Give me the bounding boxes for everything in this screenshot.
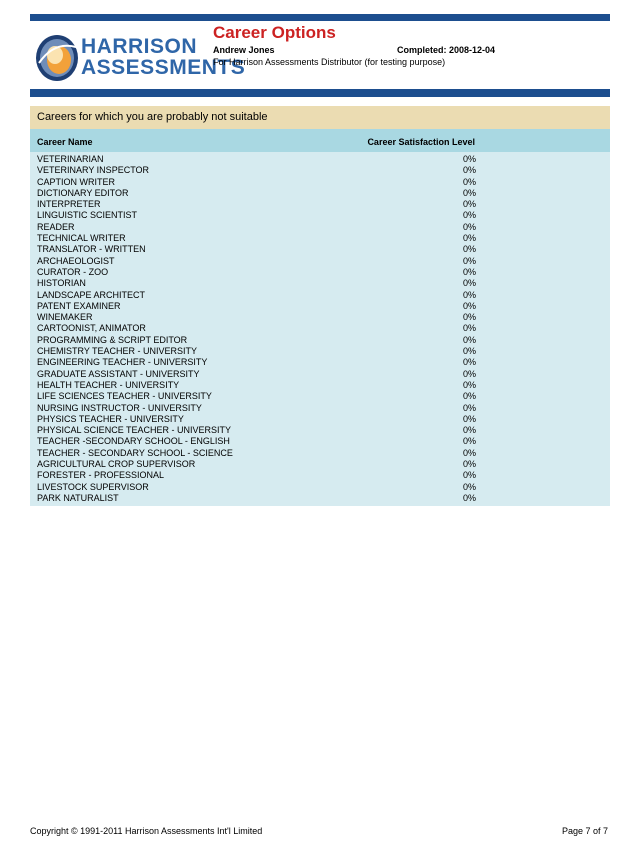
satisfaction-level: 0% — [462, 300, 476, 311]
column-header-career-name: Career Name — [37, 137, 93, 147]
top-rule — [30, 14, 610, 21]
career-name: PATENT EXAMINER — [37, 300, 121, 311]
logo-line1: HARRISON — [81, 35, 198, 58]
table-row — [30, 414, 610, 425]
satisfaction-level: 0% — [462, 459, 476, 470]
career-name: CAPTION WRITER — [37, 176, 115, 187]
table-row — [30, 323, 610, 334]
satisfaction-level: 0% — [462, 278, 476, 289]
table-row — [30, 267, 610, 278]
page-number: Page 7 of 7 — [561, 826, 608, 836]
career-name: AGRICULTURAL CROP SUPERVISOR — [37, 459, 196, 470]
satisfaction-level: 0% — [462, 244, 476, 255]
satisfaction-level: 0% — [462, 402, 476, 413]
career-name: CURATOR - ZOO — [37, 266, 109, 277]
table-row — [30, 380, 610, 391]
satisfaction-level: 0% — [462, 492, 476, 503]
satisfaction-level: 0% — [462, 425, 476, 436]
satisfaction-level: 0% — [462, 199, 476, 210]
satisfaction-level: 0% — [462, 233, 476, 244]
satisfaction-level: 0% — [462, 481, 476, 492]
table-row — [30, 290, 610, 301]
table-row — [30, 482, 610, 493]
career-name: HEALTH TEACHER - UNIVERSITY — [37, 379, 180, 390]
career-name: LIFE SCIENCES TEACHER - UNIVERSITY — [37, 391, 212, 402]
career-name: TECHNICAL WRITER — [37, 233, 126, 244]
career-name: PHYSICAL SCIENCE TEACHER - UNIVERSITY — [37, 425, 232, 436]
table-row — [30, 425, 610, 436]
distributor-note: For Harrison Assessments Distributor (for testing purpose) — [213, 57, 446, 67]
careers-table — [30, 152, 610, 506]
career-name: CHEMISTRY TEACHER - UNIVERSITY — [37, 346, 198, 357]
table-row — [30, 448, 610, 459]
career-name: TRANSLATOR - WRITTEN — [37, 244, 146, 255]
career-name: FORESTER - PROFESSIONAL — [37, 470, 165, 481]
table-row — [30, 346, 610, 357]
career-name: READER — [37, 221, 75, 232]
career-name: PROGRAMMING & SCRIPT EDITOR — [37, 334, 188, 345]
career-name: VETERINARIAN — [37, 154, 104, 164]
table-row — [30, 369, 610, 380]
table-row — [30, 154, 610, 165]
completed-date: Completed: 2008-12-04 — [397, 45, 496, 55]
career-name: CARTOONIST, ANIMATOR — [37, 323, 146, 334]
table-row — [30, 165, 610, 176]
career-name: LINGUISTIC SCIENTIST — [37, 210, 138, 221]
table-row — [30, 233, 610, 244]
page-title: Career Options — [213, 23, 336, 42]
table-row — [30, 459, 610, 470]
table-row — [30, 391, 610, 402]
satisfaction-level: 0% — [462, 379, 476, 390]
satisfaction-level: 0% — [462, 323, 476, 334]
table-row — [30, 312, 610, 323]
table-row — [30, 357, 610, 368]
career-name: INTERPRETER — [37, 199, 101, 210]
header-bottom-rule — [30, 89, 610, 97]
column-header-satisfaction-level: Career Satisfaction Level — [367, 137, 475, 147]
satisfaction-level: 0% — [462, 447, 476, 458]
satisfaction-level: 0% — [462, 176, 476, 187]
satisfaction-level: 0% — [462, 187, 476, 198]
career-name: LANDSCAPE ARCHITECT — [37, 289, 146, 300]
table-row — [30, 188, 610, 199]
table-row — [30, 403, 610, 414]
satisfaction-level: 0% — [462, 210, 476, 221]
career-name: TEACHER - SECONDARY SCHOOL - SCIENCE — [37, 447, 233, 458]
career-name: DICTIONARY EDITOR — [37, 187, 129, 198]
career-name: NURSING INSTRUCTOR - UNIVERSITY — [37, 402, 202, 413]
table-row — [30, 244, 610, 255]
satisfaction-level: 0% — [462, 165, 476, 176]
satisfaction-level: 0% — [462, 368, 476, 379]
section-title: Careers for which you are probably not suitable — [30, 106, 610, 129]
table-row — [30, 278, 610, 289]
satisfaction-level: 0% — [462, 312, 476, 323]
satisfaction-level: 0% — [462, 289, 476, 300]
career-name: ARCHAEOLOGIST — [37, 255, 115, 266]
satisfaction-level: 0% — [462, 255, 476, 266]
satisfaction-level: 0% — [462, 346, 476, 357]
satisfaction-level: 0% — [462, 266, 476, 277]
satisfaction-level: 0% — [462, 391, 476, 402]
table-row — [30, 256, 610, 267]
table-row — [30, 199, 610, 210]
table-row — [30, 210, 610, 221]
career-name: ENGINEERING TEACHER - UNIVERSITY — [37, 357, 208, 368]
satisfaction-level: 0% — [462, 154, 476, 164]
logo-line2: ASSESSMENTS — [81, 56, 246, 79]
career-name: GRADUATE ASSISTANT - UNIVERSITY — [37, 368, 200, 379]
table-row — [30, 436, 610, 447]
table-row — [30, 493, 610, 504]
copyright-text: Copyright © 1991-2011 Harrison Assessments Int'l Limited — [30, 826, 263, 836]
satisfaction-level: 0% — [462, 470, 476, 481]
career-name: PARK NATURALIST — [37, 492, 119, 503]
logo-emblem-icon — [34, 33, 80, 83]
career-name: TEACHER -SECONDARY SCHOOL - ENGLISH — [37, 436, 230, 447]
table-row — [30, 335, 610, 346]
person-name: Andrew Jones — [213, 45, 275, 55]
career-name: LIVESTOCK SUPERVISOR — [37, 481, 149, 492]
career-name: WINEMAKER — [37, 312, 93, 323]
satisfaction-level: 0% — [462, 221, 476, 232]
career-name: VETERINARY INSPECTOR — [37, 165, 150, 176]
career-name: PHYSICS TEACHER - UNIVERSITY — [37, 413, 184, 424]
table-header — [30, 129, 610, 152]
career-name: HISTORIAN — [37, 278, 86, 289]
table-row — [30, 177, 610, 188]
table-row — [30, 222, 610, 233]
satisfaction-level: 0% — [462, 436, 476, 447]
table-row — [30, 470, 610, 481]
satisfaction-level: 0% — [462, 357, 476, 368]
table-row — [30, 301, 610, 312]
satisfaction-level: 0% — [462, 334, 476, 345]
satisfaction-level: 0% — [462, 413, 476, 424]
